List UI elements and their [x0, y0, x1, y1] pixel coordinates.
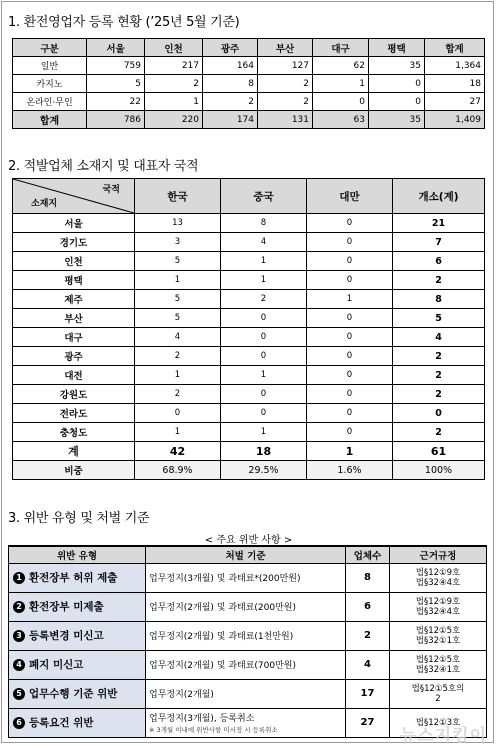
- header-cell: 개소(계): [393, 179, 485, 214]
- table-row: 대전 1 1 0 2: [13, 366, 485, 385]
- table-row: 부산 5 0 0 5: [13, 309, 485, 328]
- table-row: 카지노 5 2 8 2 1 0 18: [13, 75, 485, 93]
- table-row: 3 등록변경 미신고 업무정지(2개월) 및 과태료(1천만원) 2 법§12①5호 법§32①1호: [9, 621, 487, 650]
- table-row: 광주 2 0 0 2: [13, 347, 485, 366]
- number-badge: 6: [13, 717, 25, 729]
- header-cell: 대구: [313, 39, 369, 57]
- corner-header-cell: [13, 179, 135, 214]
- header-cell: 인천: [145, 39, 203, 57]
- header-cell: 평택: [369, 39, 425, 57]
- table-row: 일반 759 217 164 127 62 35 1,364: [13, 57, 485, 75]
- watermark-logo: 뉴스지킴이: [399, 726, 487, 746]
- table-header: [9, 546, 487, 563]
- header-cell: 중국: [221, 179, 307, 214]
- violation-location-table: [12, 178, 485, 480]
- number-badge: 4: [13, 659, 25, 671]
- table-header: [13, 39, 485, 57]
- table-row: 서울 13 8 0 21: [13, 214, 485, 233]
- table-row: 전라도 0 0 0 0: [13, 404, 485, 423]
- total-row: 합계 786 220 174 131 63 35 1,409: [13, 111, 485, 129]
- violation-type-table: [8, 545, 487, 738]
- table-row: 인천 5 1 0 6: [13, 252, 485, 271]
- table-row: 충청도 1 1 0 2: [13, 423, 485, 442]
- header-cell: 구분: [13, 39, 87, 57]
- table-row: 강원도 2 0 0 2: [13, 385, 485, 404]
- table-row: 온라인·무인 22 1 2 2 0 0 27: [13, 93, 485, 111]
- table-row: 4 폐지 미신고 업무정지(2개월) 및 과태료(700만원) 4 법§12①5호 법§32④1호: [9, 650, 487, 679]
- header-cell: 합계: [425, 39, 485, 57]
- number-badge: 2: [13, 601, 25, 613]
- section1-title: 1. 환전영업자 등록 현황 (’25년 5월 기준): [8, 15, 240, 30]
- number-badge: 3: [13, 630, 25, 642]
- ratio-row: 비중 68.9% 29.5% 1.6% 100%: [13, 461, 485, 480]
- table-row: 제주 5 2 1 8: [13, 290, 485, 309]
- registration-table: [12, 38, 485, 129]
- section3-subtitle: < 주요 위반 사항 >: [204, 535, 293, 546]
- corner-label-location: 소재지: [31, 199, 58, 209]
- table-row: 경기도 3 4 0 7: [13, 233, 485, 252]
- number-badge: 5: [13, 688, 25, 700]
- table-body: [13, 214, 485, 442]
- section3-title: 3. 위반 유형 및 처벌 기준: [8, 511, 150, 526]
- header-cell: 대만: [307, 179, 393, 214]
- table-row: 대구 4 0 0 4: [13, 328, 485, 347]
- corner-label-nationality: 국적: [102, 185, 120, 195]
- header-cell: 광주: [203, 39, 258, 57]
- sum-row: 계 42 18 1 61: [13, 442, 485, 461]
- header-cell: 부산: [258, 39, 313, 57]
- table-row: 6 등록요건 위반 업무정지(3개월), 등록취소 ※ 3개월 이내에 위반사항 미시정 시 등록취소 27 법§12①3호: [9, 708, 487, 737]
- header-cell: 처벌 기준: [146, 546, 346, 563]
- header-cell: 근거규정: [390, 546, 487, 563]
- number-badge: 1: [13, 572, 25, 584]
- header-cell: 서울: [87, 39, 145, 57]
- header-cell: 위반 유형: [9, 546, 146, 563]
- table-row: 1 환전장부 허위 제출 업무정지(3개월) 및 과태료*(200만원) 8 법§12①9호 법§32④4호: [9, 563, 487, 592]
- section2-title: 2. 적발업체 소재지 및 대표자 국적: [8, 159, 199, 174]
- table-row: 2 환전장부 미제출 업무정지(2개월) 및 과태료(200만원) 6 법§12①9호 법§32④4호: [9, 592, 487, 621]
- header-cell: 업체수: [346, 546, 390, 563]
- footnote: ※ 3개월 이내에 위반사항 미시정 시 등록취소: [149, 726, 278, 734]
- table-row: 평택 1 1 0 2: [13, 271, 485, 290]
- table-row: 5 업무수행 기준 위반 업무정지(2개월) 17 법§12①5호의 2: [9, 679, 487, 708]
- table-header: [13, 179, 485, 214]
- header-cell: 한국: [135, 179, 221, 214]
